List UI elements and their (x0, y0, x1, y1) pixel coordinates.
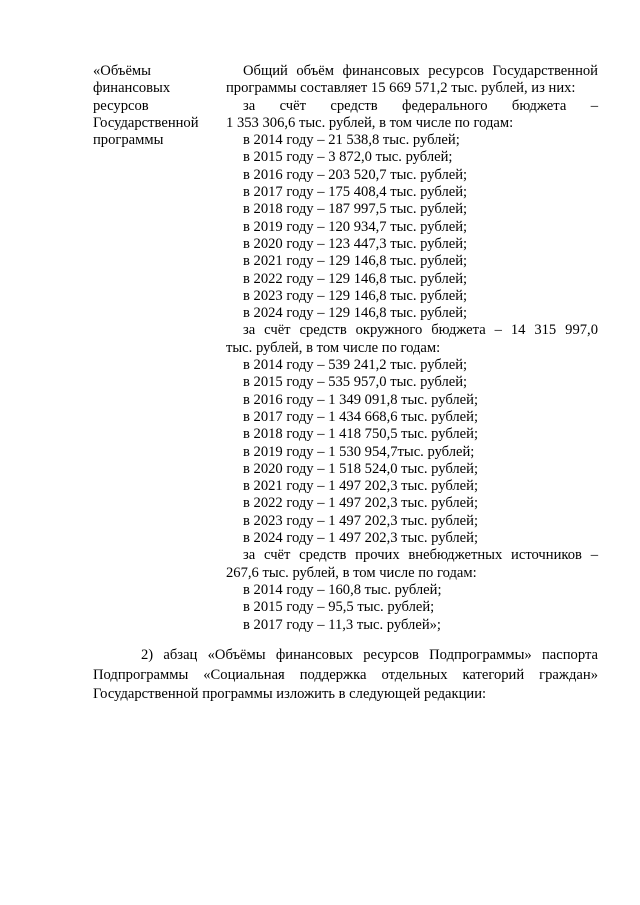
year-amount-line: в 2015 году – 535 957,0 тыс. рублей; (243, 374, 468, 391)
year-amount-line: в 2020 году – 1 518 524,0 тыс. рублей; (243, 460, 479, 477)
year-amount-line: в 2023 году – 129 146,8 тыс. рублей; (243, 287, 468, 304)
district-budget-heading: за счёт средств окружного бюджета – 14 315 997,0 (243, 322, 598, 339)
year-amount-line: в 2017 году – 1 434 668,6 тыс. рублей; (243, 408, 479, 425)
paragraph-line: Подпрограммы «Социальная поддержка отдельных категорий граждан» (93, 666, 598, 683)
other-sources-total: 267,6 тыс. рублей, в том числе по годам: (226, 564, 477, 581)
label-line: ресурсов (93, 97, 149, 114)
paragraph-line: 2) абзац «Объёмы финансовых ресурсов Подпрограммы» паспорта (141, 647, 598, 663)
intro-line: программы составляет 15 669 571,2 тыс. рублей, из них: (226, 80, 576, 97)
year-amount-line: в 2022 году – 1 497 202,3 тыс. рублей; (243, 495, 479, 512)
year-amount-line: в 2021 году – 1 497 202,3 тыс. рублей; (243, 478, 479, 495)
label-line: финансовых (93, 80, 171, 97)
label-line: «Объёмы (93, 63, 151, 79)
passport-field-content (226, 63, 598, 634)
federal-budget-heading: за счёт средств федерального бюджета – (243, 97, 598, 114)
year-amount-line: в 2015 году – 3 872,0 тыс. рублей; (243, 149, 453, 166)
year-amount-line: в 2018 году – 1 418 750,5 тыс. рублей; (243, 426, 479, 443)
year-amount-line: в 2016 году – 1 349 091,8 тыс. рублей; (243, 391, 479, 408)
year-amount-line: в 2018 году – 187 997,5 тыс. рублей; (243, 201, 468, 218)
other-years-list (226, 582, 598, 634)
federal-years-list (226, 132, 598, 322)
district-years-list (226, 357, 598, 547)
year-amount-line: в 2017 году – 175 408,4 тыс. рублей; (243, 184, 468, 201)
year-amount-line: в 2014 году – 539 241,2 тыс. рублей; (243, 357, 468, 374)
amendment-paragraph (93, 646, 598, 705)
year-amount-line: в 2019 году – 1 530 954,7тыс. рублей; (243, 443, 475, 460)
year-amount-line: в 2021 году – 129 146,8 тыс. рублей; (243, 253, 468, 270)
year-amount-line: в 2014 году – 21 538,8 тыс. рублей; (243, 132, 460, 149)
year-amount-line: в 2019 году – 120 934,7 тыс. рублей; (243, 218, 468, 235)
year-amount-line: в 2024 году – 129 146,8 тыс. рублей; (243, 305, 468, 322)
district-budget-total: тыс. рублей, в том числе по годам: (226, 339, 441, 356)
label-line: Государственной (93, 114, 199, 131)
other-sources-heading: за счёт средств прочих внебюджетных источников – (243, 547, 598, 564)
year-amount-line: в 2017 году – 11,3 тыс. рублей»; (243, 616, 441, 633)
year-amount-line: в 2023 году – 1 497 202,3 тыс. рублей; (243, 512, 479, 529)
intro-line: Общий объём финансовых ресурсов Государственной (243, 63, 598, 79)
year-amount-line: в 2015 году – 95,5 тыс. рублей; (243, 599, 435, 616)
paragraph-line: Государственной программы изложить в следующей редакции: (93, 686, 487, 702)
passport-field-label (93, 63, 213, 149)
year-amount-line: в 2024 году – 1 497 202,3 тыс. рублей; (243, 530, 479, 547)
year-amount-line: в 2016 году – 203 520,7 тыс. рублей; (243, 166, 468, 183)
year-amount-line: в 2014 году – 160,8 тыс. рублей; (243, 581, 442, 598)
federal-budget-total: 1 353 306,6 тыс. рублей, в том числе по годам: (226, 114, 514, 131)
year-amount-line: в 2020 году – 123 447,3 тыс. рублей; (243, 235, 468, 252)
year-amount-line: в 2022 году – 129 146,8 тыс. рублей; (243, 270, 468, 287)
label-line: программы (93, 132, 164, 149)
